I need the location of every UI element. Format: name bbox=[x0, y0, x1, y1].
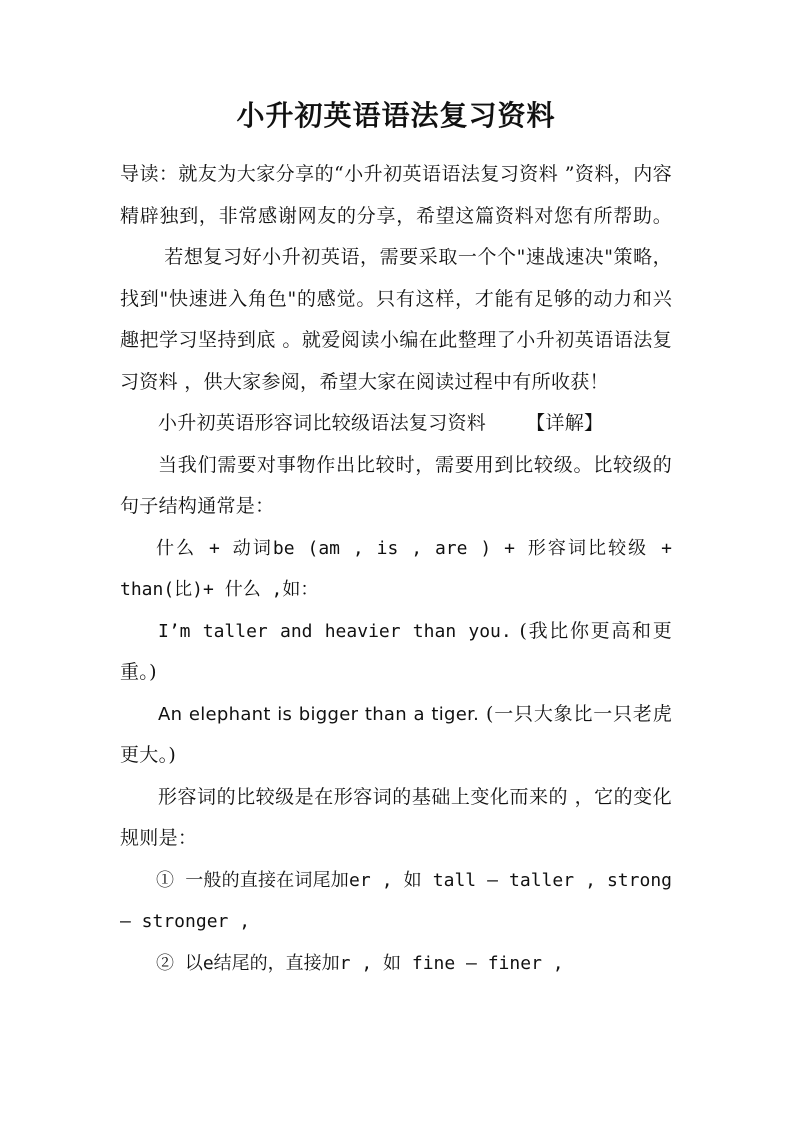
intro-text-1: 导读：就友为大家分享的“小升初英语语法复习资料 ”资料，内容精辟独到，非常感谢网友的分享，希望这篇资料对您有所帮助。 bbox=[120, 163, 672, 227]
intro-text-2: 若想复习好小升初英语，需要采取一个个"速战速决"策略，找到"快速进入角色"的感觉。只有这样，才能有足够的动力和兴趣把学习坚持到底 。就爱阅读小编在此整理了小升初英语语法复习资料 ，供大家参阅，希望大家在阅读过程中有所收获！ bbox=[120, 246, 672, 393]
rule-2: ② 以e结尾的，直接加r , 如 fine – finer , bbox=[156, 952, 564, 974]
section-heading-text: 小升初英语形容词比较级语法复习资料 bbox=[158, 412, 487, 434]
section-heading bbox=[120, 403, 672, 445]
intro-paragraph bbox=[120, 154, 672, 403]
example-2-english: An elephant is bigger than a tiger. bbox=[158, 703, 480, 725]
example-2-chinese: (一只大象比一只老虎更大。) bbox=[120, 702, 672, 766]
section-tag: 【详解】 bbox=[526, 412, 604, 434]
example-1-english: I’m taller and heavier than you. bbox=[158, 620, 512, 642]
example-1-chinese: (我比你更高和更重。) bbox=[120, 619, 672, 683]
page-title: 小升初英语语法复习资料 bbox=[236, 99, 556, 132]
body-paragraph-1: 当我们需要对事物作出比较时，需要用到比较级。比较级的句子结构通常是： bbox=[120, 453, 672, 517]
body-paragraph-2: 形容词的比较级是在形容词的基础上变化而来的 ，它的变化规则是： bbox=[120, 785, 672, 849]
formula-paragraph: 什么 + 动词be (am , is , are ) + 形容词比较级 + than(比)+ 什么 ,如： bbox=[120, 537, 672, 600]
example-2 bbox=[120, 694, 672, 777]
example-1 bbox=[120, 611, 672, 694]
rule-1: ① 一般的直接在词尾加er , 如 tall – taller , strong – stronger , bbox=[120, 869, 672, 932]
